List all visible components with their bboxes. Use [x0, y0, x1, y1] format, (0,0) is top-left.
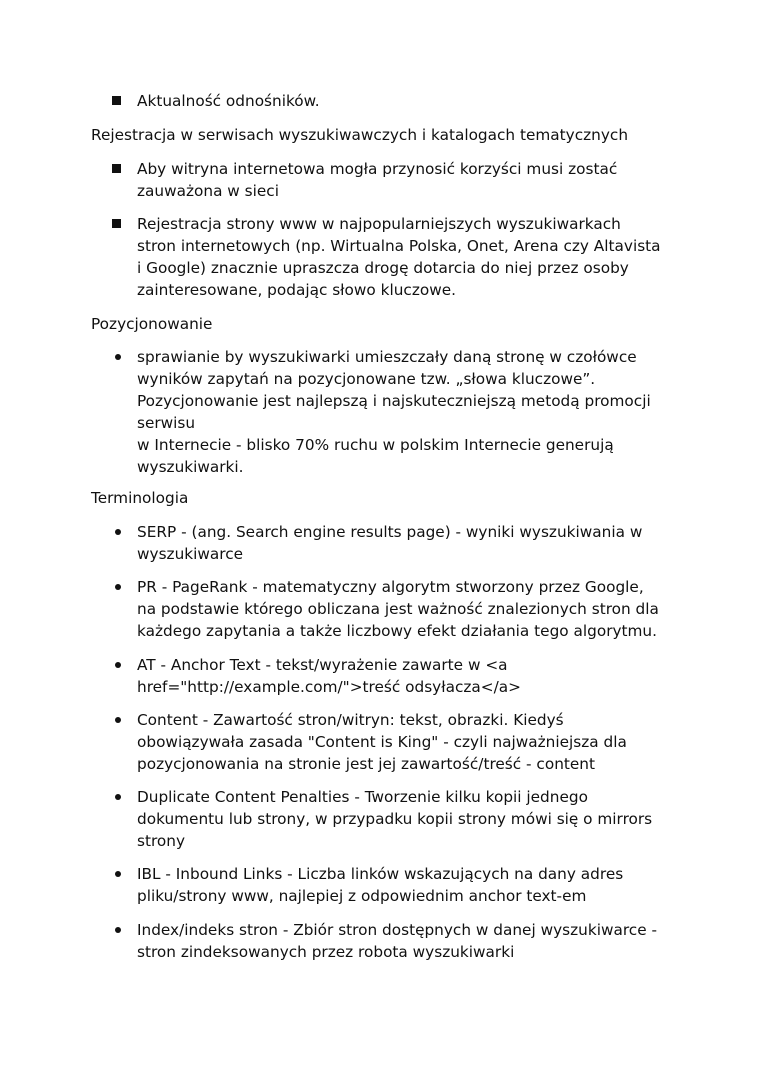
- list-item-registration-2: [137, 213, 677, 301]
- list-item-term-content: [137, 709, 677, 775]
- round-bullet-icon: [115, 529, 121, 535]
- list-item-line: pliku/strony www, najlepiej z odpowiednim anchor text-em: [137, 887, 587, 905]
- section-heading-positioning: Pozycjonowanie: [91, 315, 213, 333]
- list-item-line: Duplicate Content Penalties - Tworzenie kilku kopii jednego: [137, 788, 588, 806]
- list-item-line: każdego zapytania a także liczbowy efekt działania tego algorytmu.: [137, 622, 657, 640]
- list-item-line: Pozycjonowanie jest najlepszą i najskuteczniejszą metodą promocji: [137, 392, 651, 410]
- round-bullet-icon: [115, 794, 121, 800]
- list-item-line: Aby witryna internetowa mogła przynosić korzyści musi zostać: [137, 160, 618, 178]
- list-item-registration-1: [137, 158, 677, 202]
- square-bullet-icon: [112, 219, 121, 228]
- list-item-term-index: [137, 919, 677, 963]
- list-item-line: wyszukiwarce: [137, 545, 244, 563]
- round-bullet-icon: [115, 584, 121, 590]
- round-bullet-icon: [115, 717, 121, 723]
- list-item-line: SERP - (ang. Search engine results page) - wyniki wyszukiwania w: [137, 523, 643, 541]
- round-bullet-icon: [115, 871, 121, 877]
- list-item-line: strony: [137, 832, 186, 850]
- list-item-term-serp: [137, 521, 677, 565]
- list-item-line: Rejestracja strony www w najpopularniejszych wyszukiwarkach: [137, 215, 621, 233]
- list-item-line: w Internecie - blisko 70% ruchu w polskim Internecie generują: [137, 436, 614, 454]
- list-item-line: IBL - Inbound Links - Liczba linków wskazujących na dany adres: [137, 865, 624, 883]
- section-heading-terminology: Terminologia: [91, 489, 189, 507]
- list-item-line: zainteresowane, podając słowo kluczowe.: [137, 281, 457, 299]
- list-item-line: wyszukiwarki.: [137, 458, 244, 476]
- list-item-line: obowiązywała zasada "Content is King" - czyli najważniejsza dla: [137, 733, 627, 751]
- list-item-line: serwisu: [137, 414, 196, 432]
- list-item-line: PR - PageRank - matematyczny algorytm stworzony przez Google,: [137, 578, 644, 596]
- section-heading-registration: Rejestracja w serwisach wyszukiwawczych i katalogach tematycznych: [91, 126, 629, 144]
- list-item-line: stron internetowych (np. Wirtualna Polska, Onet, Arena czy Altavista: [137, 237, 661, 255]
- list-item-line: pozycjonowania na stronie jest jej zawartość/treść - content: [137, 755, 596, 773]
- list-item-aktualnosc: [137, 90, 677, 112]
- list-item-line: na podstawie którego obliczana jest ważność znalezionych stron dla: [137, 600, 659, 618]
- list-item-term-pagerank: [137, 576, 677, 642]
- square-bullet-icon: [112, 96, 121, 105]
- list-item-term-duplicate-content: [137, 786, 677, 852]
- list-item-line: Aktualność odnośników.: [137, 92, 320, 110]
- list-item-line: href="http://example.com/">treść odsyłacza</a>: [137, 678, 521, 696]
- round-bullet-icon: [115, 927, 121, 933]
- list-item-line: Content - Zawartość stron/witryn: tekst, obrazki. Kiedyś: [137, 711, 564, 729]
- list-item-line: Index/indeks stron - Zbiór stron dostępnych w danej wyszukiwarce -: [137, 921, 657, 939]
- list-item-term-ibl: [137, 863, 677, 907]
- list-item-line: zauważona w sieci: [137, 182, 279, 200]
- list-item-line: sprawianie by wyszukiwarki umieszczały daną stronę w czołówce: [137, 348, 637, 366]
- round-bullet-icon: [115, 662, 121, 668]
- list-item-positioning-1: [137, 346, 677, 478]
- list-item-line: AT - Anchor Text - tekst/wyrażenie zawarte w <a: [137, 656, 508, 674]
- list-item-term-anchor-text: [137, 654, 677, 698]
- list-item-line: stron zindeksowanych przez robota wyszukiwarki: [137, 943, 515, 961]
- list-item-line: wyników zapytań na pozycjonowane tzw. „słowa kluczowe”.: [137, 370, 596, 388]
- round-bullet-icon: [115, 354, 121, 360]
- list-item-line: i Google) znacznie upraszcza drogę dotarcia do niej przez osoby: [137, 259, 629, 277]
- list-item-line: dokumentu lub strony, w przypadku kopii strony mówi się o mirrors: [137, 810, 653, 828]
- square-bullet-icon: [112, 164, 121, 173]
